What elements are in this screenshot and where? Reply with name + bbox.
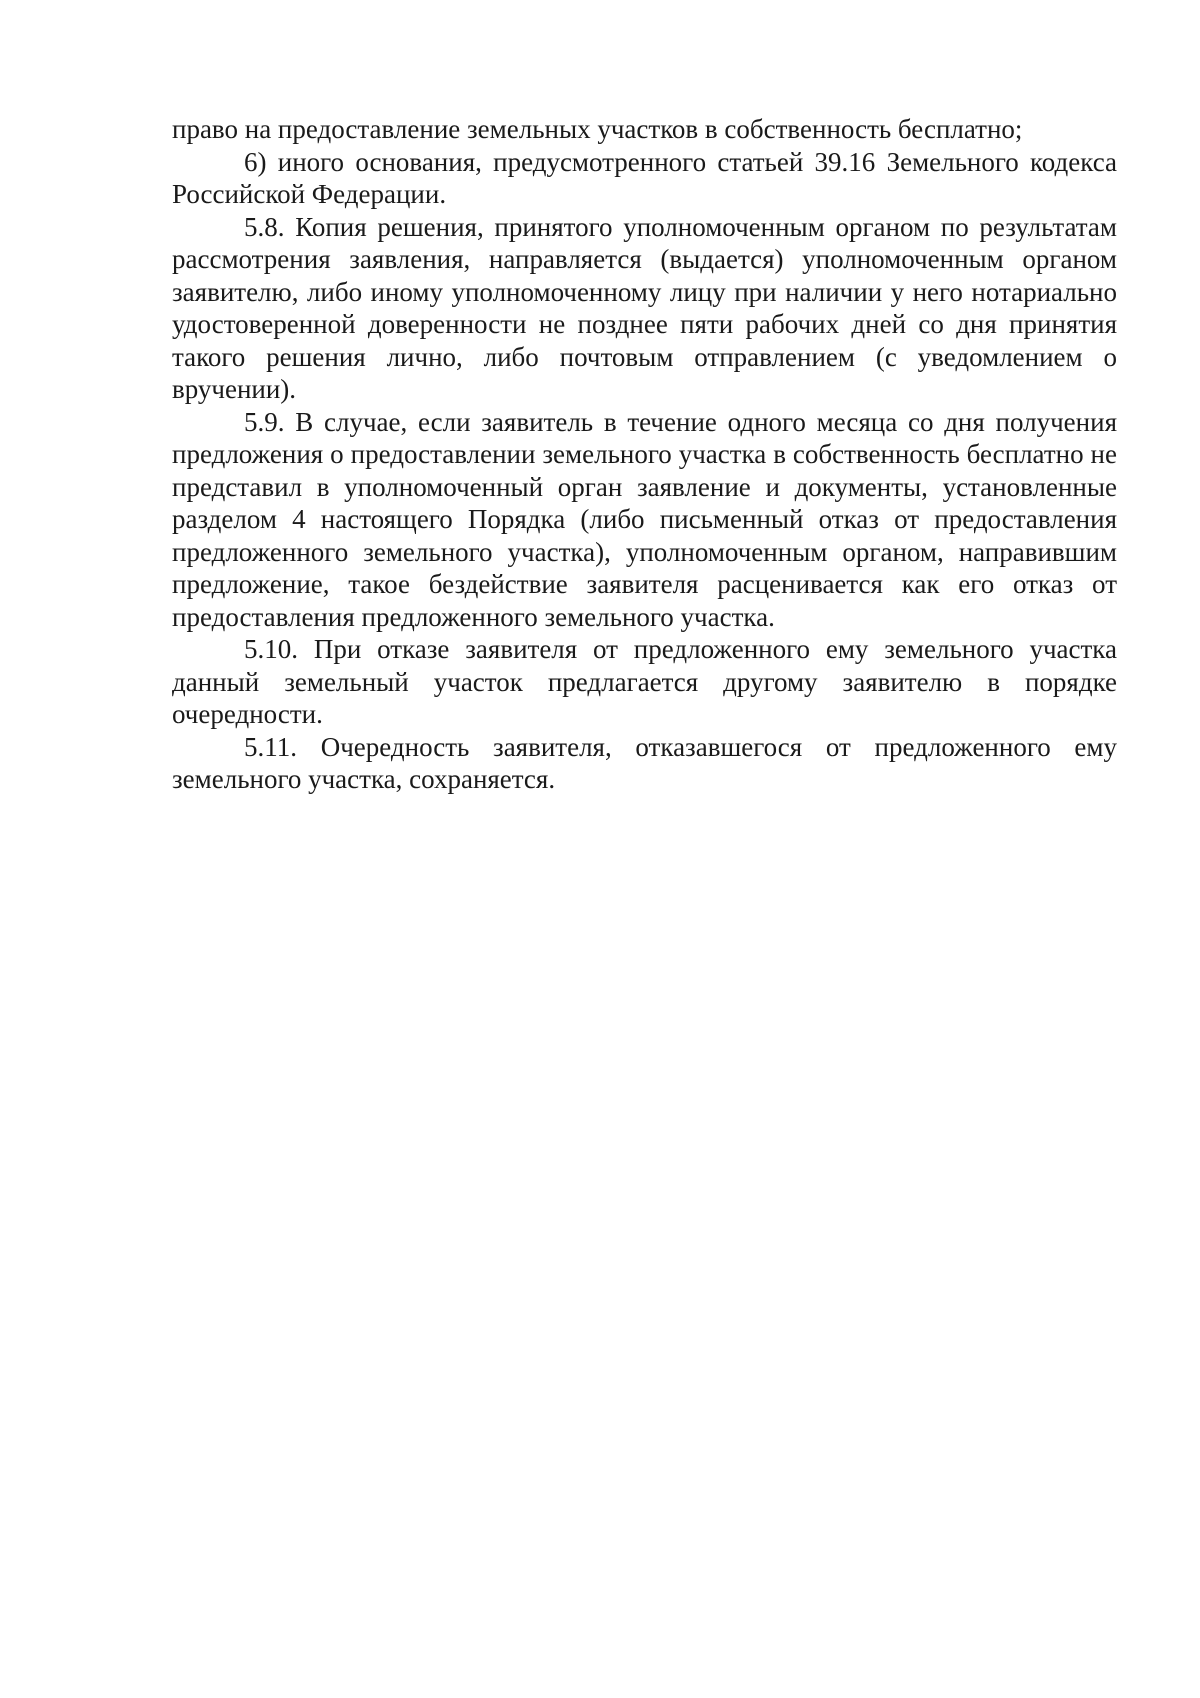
paragraph-5-11: 5.11. Очередность заявителя, отказавшегося от предложенного ему земельного участка, сохраняется. (172, 731, 1117, 794)
paragraph-5-9: 5.9. В случае, если заявитель в течение одного месяца со дня получения предложения о предоставлении земельного участка в собственность бесплатно не представил в уполномоченный орган заявление и документы, установленные разделом 4 настоящего Порядка (либо письменный отказ от предоставления предложенного земельного участка), уполномоченным органом, направившим предложение, такое бездействие заявителя расценивается как его отказ от предоставления предложенного земельного участка. (172, 406, 1117, 632)
document-body (172, 113, 1117, 796)
paragraph-5-8: 5.8. Копия решения, принятого уполномоченным органом по результатам рассмотрения заявления, направляется (выдается) уполномоченным органом заявителю, либо иному уполномоченному лицу при наличии у него нотариально удостоверенной доверенности не позднее пяти рабочих дней со дня принятия такого решения лично, либо почтовым отправлением (с уведомлением о вручении). (172, 211, 1117, 404)
paragraph-5-10: 5.10. При отказе заявителя от предложенного ему земельного участка данный земельный участок предлагается другому заявителю в порядке очередности. (172, 634, 1117, 729)
paragraph-continuation: право на предоставление земельных участков в собственность бесплатно; (172, 114, 1023, 144)
paragraph-item-6: 6) иного основания, предусмотренного статьей 39.16 Земельного кодекса Российской Федерации. (172, 146, 1117, 209)
